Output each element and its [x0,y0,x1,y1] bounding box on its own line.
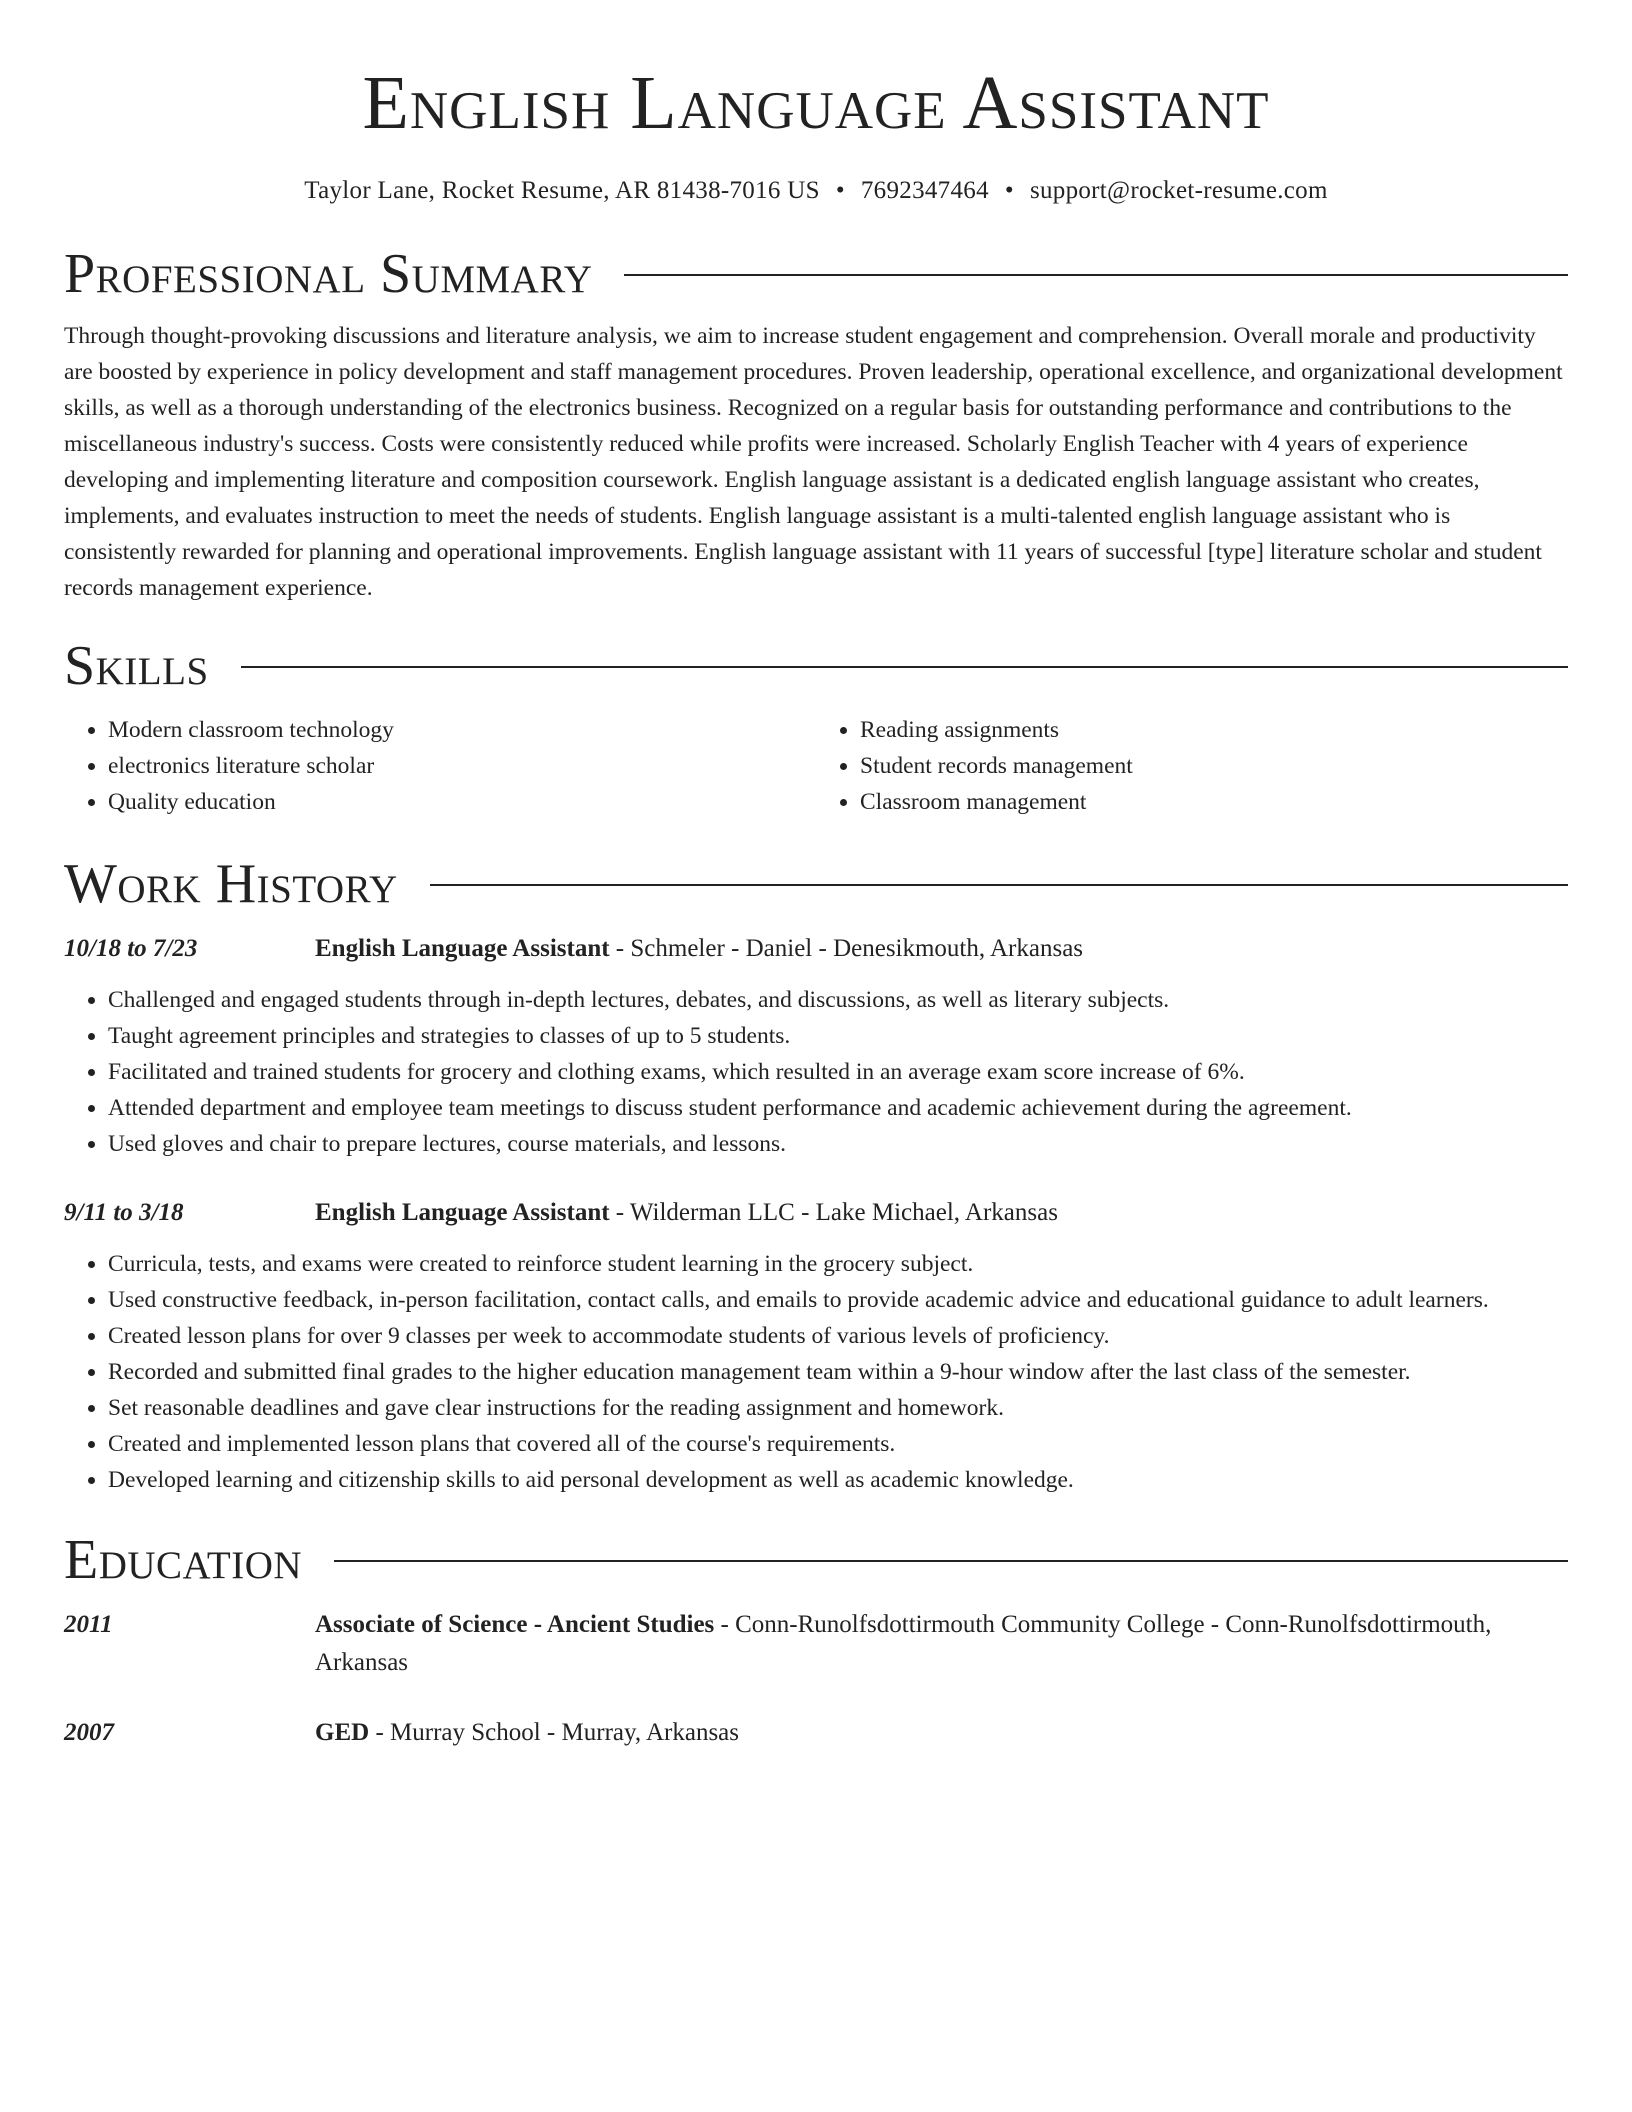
section-title: Work History [64,853,398,915]
resume-title: English Language Assistant [362,61,1270,145]
summary-text: Through thought-provoking discussions and literature analysis, we aim to increase student engagement and comprehension. Overall morale and productivity are boosted by experience in policy development and staff management procedures. Proven leadership, operational excellence, and organizational development skills, as well as a thorough understanding of the electronics business. Recognized on a regular basis for outstanding performance and contributions to the miscellaneous industry's success. Costs were consistently reduced while profits were increased. Scholarly English Teacher with 4 years of experience developing and implementing literature and composition coursework. English language assistant is a dedicated english language assistant who creates, implements, and evaluates instruction to meet the needs of students. English language assistant is a multi-talented english language assistant who is consistently rewarded for planning and operational improvements. English language assistant with 11 years of successful [type] literature scholar and student records management experience. [64,323,1563,601]
job-bullet: • Challenged and engaged students through in-depth lectures, debates, and discussions, as well as literary subjects. [108,982,1568,1018]
education-details: - Murray School - Murray, Arkansas [369,1719,740,1746]
skill-item: • Student records management [860,748,1568,784]
job-bullet: • Created lesson plans for over 9 classes per week to accommodate students of various levels of proficiency. [108,1318,1568,1354]
job-bullet: • Attended department and employee team meetings to discuss student performance and academic achievement during the agreement. [108,1090,1568,1126]
job-bullet: • Set reasonable deadlines and gave clear instructions for the reading assignment and homework. [108,1390,1568,1426]
job-bullet: • Used constructive feedback, in-person facilitation, contact calls, and emails to provide academic advice and educational guidance to adult learners. [108,1282,1568,1318]
skill-item: • Classroom management [860,784,1568,820]
skill-item: • Modern classroom technology [108,712,816,748]
job-bullet: • Curricula, tests, and exams were created to reinforce student learning in the grocery subject. [108,1246,1568,1282]
contact-phone[interactable]: 7692347464 [860,177,989,204]
job-bullet: • Taught agreement principles and strategies to classes of up to 5 students. [108,1018,1568,1054]
skills-column-left [64,712,816,820]
section-divider [430,884,1568,886]
job-role: English Language Assistant [315,1199,610,1226]
skills-list [64,712,1568,820]
education-year: 2007 [64,1719,114,1746]
education-year: 2011 [64,1611,113,1638]
job-title-line [315,1194,1568,1232]
work-section-header [64,852,1568,916]
job-bullet: • Recorded and submitted final grades to the higher education management team within a 9-hour window after the last class of the semester. [108,1354,1568,1390]
job-bullet: • Used gloves and chair to prepare lectures, course materials, and lessons. [108,1126,1568,1162]
education-title-line [315,1606,1568,1682]
job-details: - Wilderman LLC - Lake Michael, Arkansas [609,1199,1058,1226]
job-entry [64,930,1568,968]
job-role: English Language Assistant [315,935,610,962]
education-entry [64,1714,1568,1752]
section-title: Professional Summary [64,243,593,305]
skill-item: • Reading assignments [860,712,1568,748]
job-bullet: • Facilitated and trained students for grocery and clothing exams, which resulted in an average exam score increase of 6%. [108,1054,1568,1090]
education-degree: Associate of Science - Ancient Studies [315,1611,715,1638]
section-divider [624,274,1568,276]
section-title: Education [64,1529,303,1591]
job-details: - Schmeler - Daniel - Denesikmouth, Arkansas [609,935,1084,962]
skill-item: • Quality education [108,784,816,820]
skills-column-right [816,712,1568,820]
job-bullets [64,1246,1568,1498]
education-entry [64,1606,1568,1682]
job-entry [64,1194,1568,1232]
skills-section-header [64,634,1568,698]
skill-item: • electronics literature scholar [108,748,816,784]
section-divider [241,666,1568,668]
job-bullets [64,982,1568,1162]
contact-separator: • [1004,177,1014,204]
section-divider [334,1560,1568,1562]
summary-section-header [64,242,1568,306]
contact-line [64,176,1568,206]
education-title-line [315,1714,1568,1752]
contact-address: Taylor Lane, Rocket Resume, AR 81438-7016 US [304,177,820,204]
job-dates: 9/11 to 3/18 [64,1199,184,1226]
education-section-header [64,1528,1568,1592]
contact-email[interactable]: support@rocket-resume.com [1029,177,1328,204]
education-details: - Conn-Runolfsdottirmouth Community College - Conn-Runolfsdottirmouth, Arkansas [315,1611,1492,1676]
job-bullet: • Created and implemented lesson plans that covered all of the course's requirements. [108,1426,1568,1462]
job-dates: 10/18 to 7/23 [64,935,198,962]
resume-page [64,0,1568,1752]
job-bullet: • Developed learning and citizenship skills to aid personal development as well as academic knowledge. [108,1462,1568,1498]
contact-separator: • [835,177,845,204]
job-title-line [315,930,1568,968]
section-title: Skills [64,635,209,697]
education-degree: GED [315,1719,370,1746]
